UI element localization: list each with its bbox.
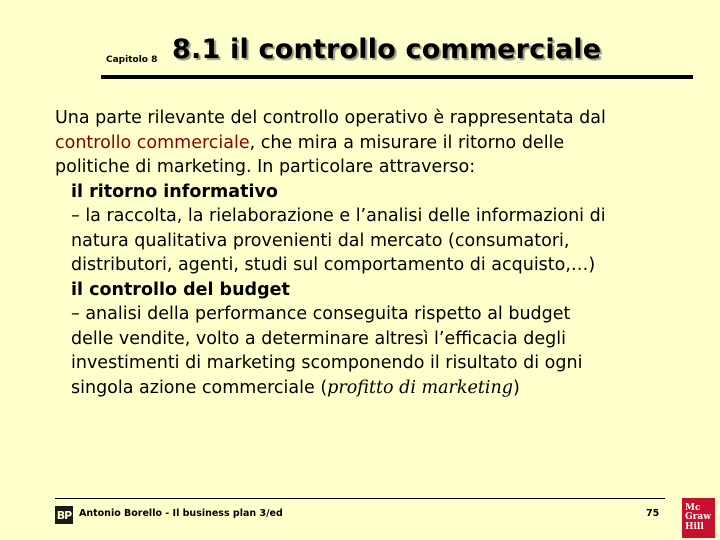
item2-heading: il controllo del budget bbox=[71, 279, 290, 300]
italic-term: profitto di marketing bbox=[327, 377, 513, 398]
logo-line-2: Graw bbox=[685, 512, 712, 523]
chapter-label: Capitolo 8 bbox=[106, 55, 158, 65]
item2-line4-pre: singola azione commerciale ( bbox=[71, 377, 328, 398]
slide-title: 8.1 il controllo commerciale bbox=[172, 34, 602, 65]
bp-logo: BP bbox=[55, 506, 73, 524]
logo-line-3: Hill bbox=[685, 521, 704, 532]
item2-line: delle vendite, volto a determinare altresì l’efficacia degli bbox=[71, 328, 566, 349]
item1-heading: il ritorno informativo bbox=[71, 181, 278, 202]
page-number: 75 bbox=[646, 508, 660, 519]
intro-line-1 bbox=[55, 106, 695, 131]
item1-line: distributori, agenti, studi sul comportamento di acquisto,…) bbox=[71, 255, 596, 275]
title-divider bbox=[101, 75, 693, 79]
highlight-term: controllo commerciale bbox=[55, 132, 250, 153]
item1-line: natura qualitativa provenienti dal mercato (consumatori, bbox=[71, 230, 570, 251]
item2-line: investimenti di marketing scomponendo il risultato di ogni bbox=[71, 353, 583, 373]
intro-line-3: politiche di marketing. In particolare attraverso: bbox=[55, 157, 476, 177]
mcgraw-hill-logo bbox=[682, 498, 715, 538]
slide-body bbox=[55, 106, 695, 400]
intro-text-2: , che mira a misurare il ritorno delle bbox=[249, 132, 565, 153]
intro-text: Una parte rilevante del controllo operativo è rappresentata dal bbox=[55, 108, 606, 128]
footer-divider bbox=[55, 498, 665, 499]
footer-text: Antonio Borello - Il business plan 3/ed bbox=[79, 508, 283, 519]
intro-line-2 bbox=[55, 131, 695, 156]
logo-line-1: Mc bbox=[685, 502, 701, 513]
item2-line: – analisi della performance conseguita rispetto al budget bbox=[71, 304, 571, 324]
item1-line: – la raccolta, la rielaborazione e l’analisi delle informazioni di bbox=[71, 206, 606, 226]
item2-line bbox=[55, 376, 695, 401]
item2-line4-post: ) bbox=[512, 377, 520, 398]
